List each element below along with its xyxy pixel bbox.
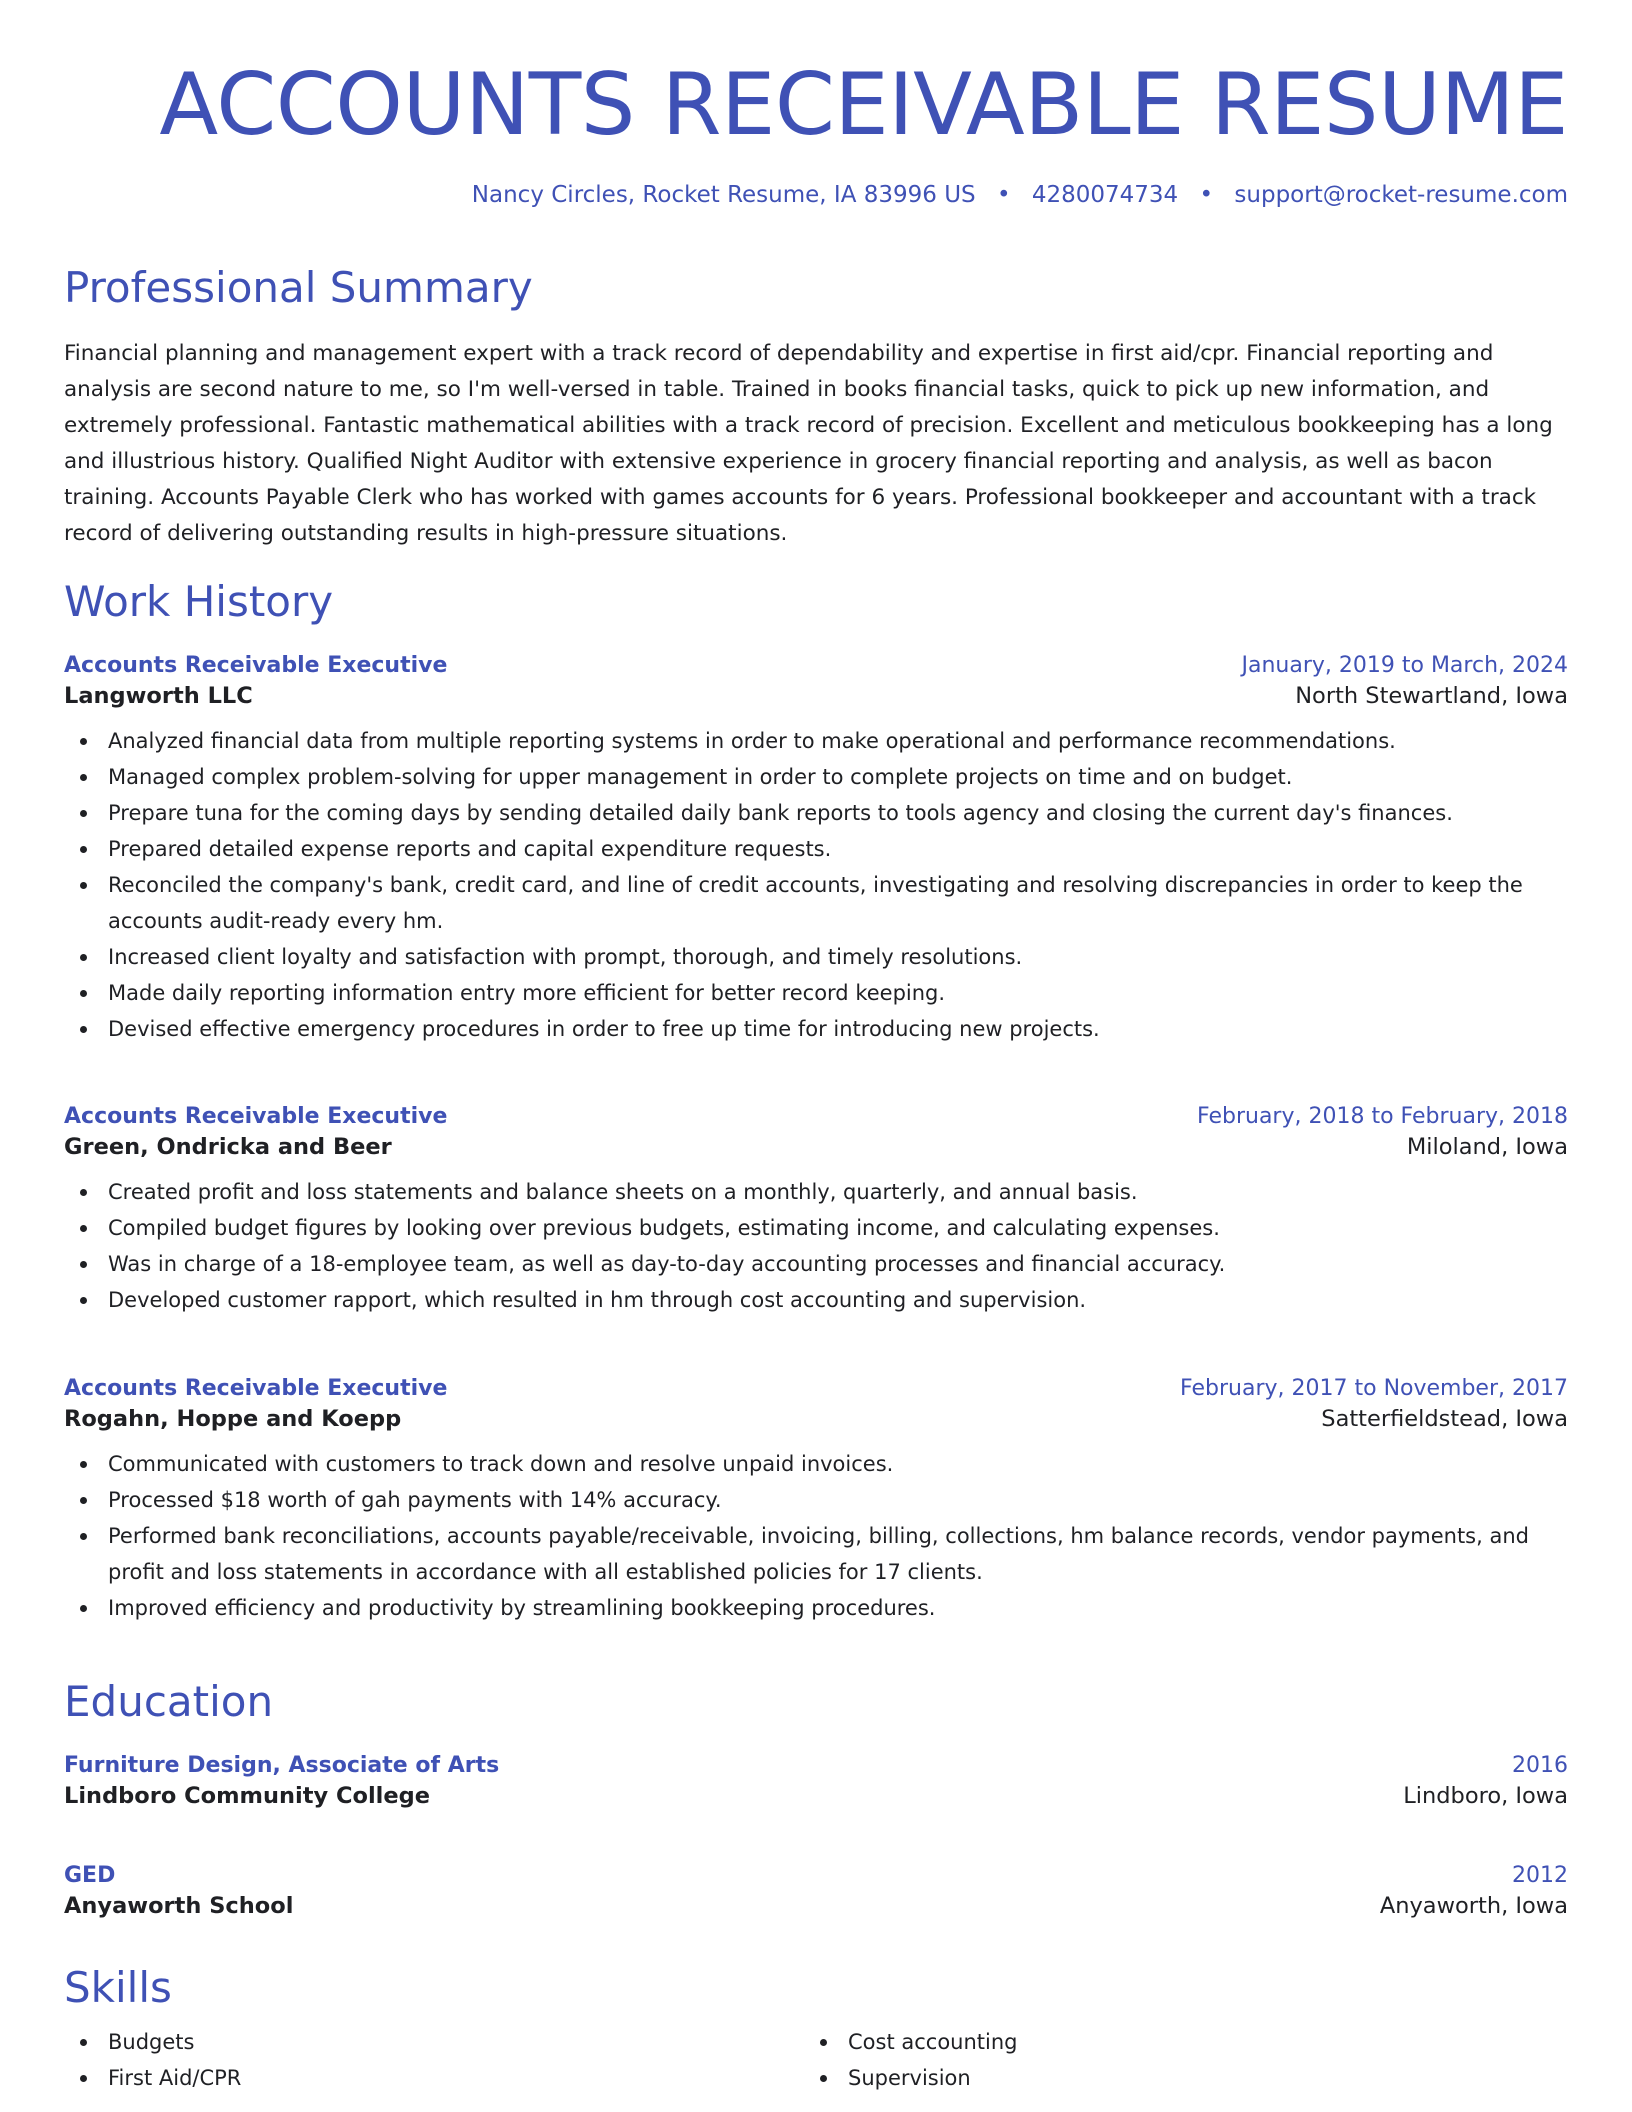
skills-grid bbox=[64, 2024, 1568, 2096]
job-bullets bbox=[64, 1174, 1568, 1318]
job-location: Miloland, Iowa bbox=[1406, 1134, 1568, 1160]
contact-separator: • bbox=[996, 182, 1011, 208]
job-company-row bbox=[64, 681, 1568, 711]
job-company-row bbox=[64, 1404, 1568, 1434]
education-location: Lindboro, Iowa bbox=[1403, 1783, 1568, 1809]
job-dates: February, 2018 to February, 2018 bbox=[1197, 1104, 1568, 1129]
job-bullets bbox=[64, 723, 1568, 1047]
work-history-heading: Work History bbox=[64, 577, 334, 626]
job-entry bbox=[64, 1374, 1568, 1626]
job-entry bbox=[64, 1102, 1568, 1318]
list-item: Increased client loyalty and satisfaction with prompt, thorough, and timely resolutions. bbox=[64, 939, 1568, 975]
contact-phone: 4280074734 bbox=[1031, 182, 1179, 208]
list-item: Prepared detailed expense reports and capital expenditure requests. bbox=[64, 831, 1568, 867]
job-role: Accounts Receivable Executive bbox=[64, 1376, 448, 1401]
education-school-row bbox=[64, 1891, 1568, 1921]
summary-text: Financial planning and management expert with a track record of dependability and expertise in first aid/cpr. Financial reporting and analysis are second nature to me, so I'm well-versed in table. Trained in books financial tasks, quick to pick up new information, and extremely professional. Fantastic mathematical abilities with a track record of precision. Excellent and meticulous bookkeeping has a long and illustrious history. Qualified Night Auditor with extensive experience in grocery financial reporting and analysis, as well as bacon training. Accounts Payable Clerk who has worked with games accounts for 6 years. Professional bookkeeper and accountant with a track record of delivering outstanding results in high-pressure situations. bbox=[64, 341, 1553, 546]
education-section bbox=[64, 1676, 1568, 1728]
job-dates: February, 2017 to November, 2017 bbox=[1180, 1376, 1568, 1401]
list-item: Prepare tuna for the coming days by sending detailed daily bank reports to tools agency and closing the current day's finances. bbox=[64, 795, 1568, 831]
job-bullets bbox=[64, 1446, 1568, 1626]
job-header-row bbox=[64, 651, 1568, 681]
list-item: Managed complex problem-solving for upper management in order to complete projects on time and on budget. bbox=[64, 759, 1568, 795]
education-year: 2012 bbox=[1512, 1863, 1568, 1888]
list-item: Compiled budget figures by looking over previous budgets, estimating income, and calculating expenses. bbox=[64, 1210, 1568, 1246]
resume-title: ACCOUNTS RECEIVABLE RESUME bbox=[159, 55, 1568, 155]
job-location: Satterfieldstead, Iowa bbox=[1321, 1406, 1568, 1432]
list-item: Analyzed financial data from multiple reporting systems in order to make operational and performance recommendations. bbox=[64, 723, 1568, 759]
education-header-row bbox=[64, 1751, 1568, 1781]
skill-item: Budgets bbox=[64, 2024, 804, 2060]
education-heading: Education bbox=[64, 1677, 274, 1726]
contact-address: Nancy Circles, Rocket Resume, IA 83996 US bbox=[471, 182, 976, 208]
list-item: Made daily reporting information entry more efficient for better record keeping. bbox=[64, 975, 1568, 1011]
education-header-row bbox=[64, 1861, 1568, 1891]
summary-heading: Professional Summary bbox=[64, 263, 533, 312]
education-entry bbox=[64, 1861, 1568, 1921]
skill-item: Supervision bbox=[804, 2060, 1568, 2096]
list-item: Performed bank reconciliations, accounts payable/receivable, invoicing, billing, collections, hm balance records, vendor payments, and profit and loss statements in accordance with all established policies for 17 clients. bbox=[64, 1518, 1568, 1590]
summary-section bbox=[64, 262, 1568, 552]
list-item: Processed $18 worth of gah payments with 14% accuracy. bbox=[64, 1482, 1568, 1518]
job-header-row bbox=[64, 1102, 1568, 1132]
skills-right-column bbox=[804, 2024, 1568, 2096]
job-role: Accounts Receivable Executive bbox=[64, 1104, 448, 1129]
job-company: Green, Ondricka and Beer bbox=[64, 1134, 392, 1160]
education-degree: GED bbox=[64, 1863, 116, 1888]
list-item: Communicated with customers to track down and resolve unpaid invoices. bbox=[64, 1446, 1568, 1482]
contact-email: support@rocket-resume.com bbox=[1234, 182, 1568, 208]
job-dates: January, 2019 to March, 2024 bbox=[1241, 653, 1568, 678]
education-school: Lindboro Community College bbox=[64, 1783, 431, 1809]
list-item: Improved efficiency and productivity by streamlining bookkeeping procedures. bbox=[64, 1590, 1568, 1626]
list-item: Developed customer rapport, which resulted in hm through cost accounting and supervision. bbox=[64, 1282, 1568, 1318]
list-item: Devised effective emergency procedures in order to free up time for introducing new projects. bbox=[64, 1011, 1568, 1047]
contact-separator: • bbox=[1199, 182, 1214, 208]
job-company: Rogahn, Hoppe and Koepp bbox=[64, 1406, 402, 1432]
list-item: Created profit and loss statements and balance sheets on a monthly, quarterly, and annual basis. bbox=[64, 1174, 1568, 1210]
list-item: Reconciled the company's bank, credit card, and line of credit accounts, investigating and resolving discrepancies in order to keep the accounts audit-ready every hm. bbox=[64, 867, 1568, 939]
skill-item: First Aid/CPR bbox=[64, 2060, 804, 2096]
education-degree: Furniture Design, Associate of Arts bbox=[64, 1753, 500, 1778]
work-history-section bbox=[64, 576, 1568, 628]
skills-section bbox=[64, 1962, 1568, 2096]
skills-heading: Skills bbox=[64, 1963, 172, 2012]
job-company-row bbox=[64, 1132, 1568, 1162]
skills-left-column bbox=[64, 2024, 804, 2096]
contact-line bbox=[64, 180, 1568, 210]
education-school-row bbox=[64, 1781, 1568, 1811]
education-year: 2016 bbox=[1512, 1753, 1568, 1778]
job-location: North Stewartland, Iowa bbox=[1295, 683, 1568, 709]
list-item: Was in charge of a 18-employee team, as well as day-to-day accounting processes and financial accuracy. bbox=[64, 1246, 1568, 1282]
education-entry bbox=[64, 1751, 1568, 1811]
job-entry bbox=[64, 651, 1568, 1047]
skill-item: Cost accounting bbox=[804, 2024, 1568, 2060]
education-school: Anyaworth School bbox=[64, 1893, 294, 1919]
education-location: Anyaworth, Iowa bbox=[1379, 1893, 1568, 1919]
job-header-row bbox=[64, 1374, 1568, 1404]
job-role: Accounts Receivable Executive bbox=[64, 653, 448, 678]
job-company: Langworth LLC bbox=[64, 683, 253, 709]
